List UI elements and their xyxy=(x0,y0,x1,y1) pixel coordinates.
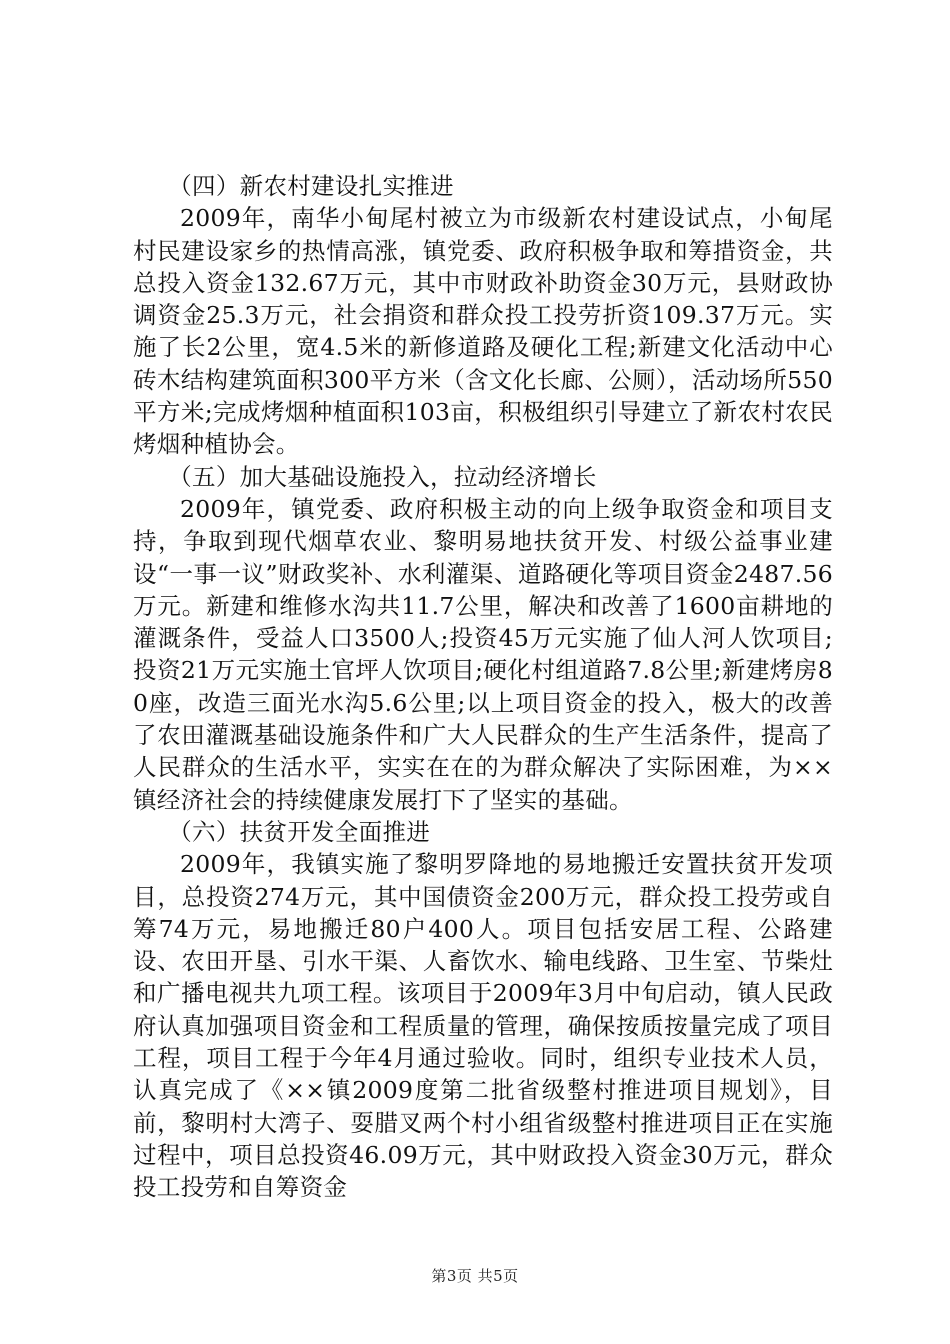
section-heading-4: （四）新农村建设扎实推进 xyxy=(168,172,454,200)
document-body xyxy=(133,170,833,1204)
page-footer: 第3页 共5页 xyxy=(431,1267,519,1285)
section-paragraph-5: 2009年，镇党委、政府积极主动的向上级争取资金和项目支持，争取到现代烟草农业、黎明易地扶贫开发、村级公益事业建设“一事一议”财政奖补、水利灌渠、道路硬化等项目资金2487.56万元。新建和维修水沟共11.7公里，解决和改善了1600亩耕地的灌溉条件，受益人口3500人;投资45万元实施了仙人河人饮项目;投资21万元实施土官坪人饮项目;硬化村组道路7.8公里;新建烤房80座，改造三面光水沟5.6公里;以上项目资金的投入，极大的改善了农田灌溉基础设施条件和广大人民群众的生产生活条件，提高了人民群众的生活水平，实实在在的为群众解决了实际困难，为××镇经济社会的持续健康发展打下了坚实的基础。 xyxy=(133,494,833,814)
section-heading-6: （六）扶贫开发全面推进 xyxy=(168,817,431,846)
section-paragraph-6: 2009年，我镇实施了黎明罗降地的易地搬迁安置扶贫开发项目，总投资274万元，其中国债资金200万元，群众投工投劳或自筹74万元，易地搬迁80户400人。项目包括安居工程、公路建设、农田开垦、引水干渠、人畜饮水、输电线路、卫生室、节柴灶和广播电视共九项工程。该项目于2009年3月中旬启动，镇人民政府认真加强项目资金和工程质量的管理，确保按质按量完成了项目工程，项目工程于今年4月通过验收。同时，组织专业技术人员，认真完成了《××镇2009度第二批省级整村推进项目规划》，目前，黎明村大湾子、耍腊叉两个村小组省级整村推进项目正在实施过程中，项目总投资46.09万元，其中财政投入资金30万元，群众投工投劳和自筹资金 xyxy=(133,850,833,1202)
section-heading-5: （五）加大基础设施投入，拉动经济增长 xyxy=(168,462,597,491)
section-paragraph-4: 2009年，南华小甸尾村被立为市级新农村建设试点，小甸尾村民建设家乡的热情高涨，镇党委、政府积极争取和筹措资金，共总投入资金132.67万元，其中市财政补助资金30万元，县财政协调资金25.3万元，社会捐资和群众投工投劳折资109.37万元。实施了长2公里，宽4.5米的新修道路及硬化工程;新建文化活动中心砖木结构建筑面积300平方米（含文化长廊、公厕），活动场所550平方米;完成烤烟种植面积103亩，积极组织引导建立了新农村农民烤烟种植协会。 xyxy=(133,204,833,459)
